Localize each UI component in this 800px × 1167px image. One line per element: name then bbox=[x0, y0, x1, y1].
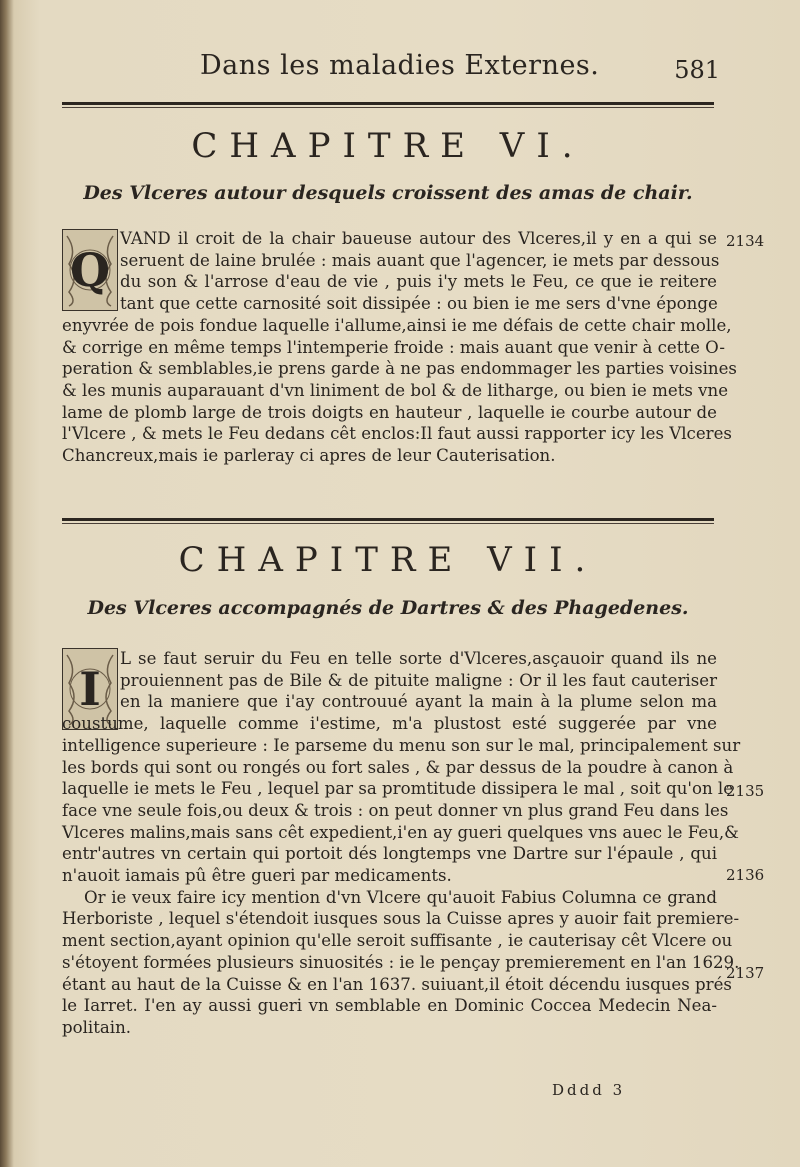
text-line: le Iarret. I'en ay aussi gueri vn semblable en Dominic Coccea Medecin Nea- bbox=[62, 996, 717, 1016]
dropcap-letter: Q bbox=[69, 243, 111, 297]
text-line: du son & l'arrose d'eau de vie , puis i'y mets le Feu, ce que ie reitere bbox=[120, 272, 717, 292]
margin-number: 2135 bbox=[726, 782, 765, 800]
text-line: & les munis auparauant d'vn liniment de bol & de litharge, ou bien ie mets vne bbox=[62, 380, 729, 400]
margin-number: 2137 bbox=[726, 964, 765, 982]
text-line: lame de plomb large de trois doigts en hauteur , laquelle ie courbe autour de bbox=[62, 402, 717, 422]
page-number: 581 bbox=[674, 56, 720, 84]
chapter-7-subtitle: Des Vlceres accompagnés de Dartres & des Phagedenes. bbox=[87, 597, 689, 619]
text-line: s'étoyent formées plusieurs sinuosités : ie le pençay premierement en l'an 1629. bbox=[62, 952, 740, 972]
running-title: Dans les maladies Externes. bbox=[200, 50, 600, 81]
margin-number: 2134 bbox=[726, 232, 765, 250]
margin-number: 2136 bbox=[726, 866, 765, 884]
chapter-6-text bbox=[62, 228, 737, 467]
text-line: peration & semblables,ie prens garde à ne pas endommager les parties voisines bbox=[62, 359, 737, 379]
text-line: Chancreux,mais ie parleray ci apres de leur Cauterisation. bbox=[62, 446, 556, 466]
text-line: face vne seule fois,ou deux & trois : on peut donner vn plus grand Feu dans les bbox=[62, 800, 729, 820]
text-line: VAND il croit de la chair baueuse autour des Vlceres,il y en a qui se bbox=[120, 229, 717, 248]
text-line: laquelle ie mets le Feu , lequel par sa promtitude dissipera le mal , soit qu'on le bbox=[62, 779, 734, 799]
text-line: seruent de laine brulée : mais auant que l'agencer, ie mets par dessous bbox=[120, 250, 720, 270]
text-line: coustume, laquelle comme i'estime, m'a plustost esté suggerée par vne bbox=[62, 714, 717, 734]
signature-mark: Dddd 3 bbox=[552, 1081, 626, 1099]
header-rule bbox=[62, 102, 714, 108]
dropcap-letter: I bbox=[79, 662, 101, 716]
text-line: étant au haut de la Cuisse & en l'an 1637. suiuant,il étoit décendu iusques prés bbox=[62, 974, 732, 994]
text-line: en la maniere que i'ay controuué ayant la main à la plume selon ma bbox=[120, 692, 717, 712]
text-line: prouiennent pas de Bile & de pituite maligne : Or il les faut cauteriser bbox=[120, 670, 717, 690]
text-line: entr'autres vn certain qui portoit dés longtemps vne Dartre sur l'épaule , qui bbox=[62, 844, 717, 864]
text-line: Or ie veux faire icy mention d'vn Vlcere qu'auoit Fabius Columna ce grand bbox=[84, 887, 717, 907]
chapter-7-text bbox=[62, 648, 741, 1039]
text-line: enyvrée de pois fondue laquelle i'allume,ainsi ie me défais de cette chair molle, bbox=[62, 315, 732, 335]
text-line: les bords qui sont ou rongés ou fort sales , & par dessus de la poudre à canon à bbox=[62, 757, 734, 777]
chapter-6-subtitle: Des Vlceres autour desquels croissent des amas de chair. bbox=[83, 182, 693, 204]
text-line: & corrige en même temps l'intemperie froide : mais auant que venir à cette O- bbox=[62, 337, 725, 357]
text-line: n'auoit iamais pû être gueri par medicaments. bbox=[62, 866, 452, 886]
text-line: politain. bbox=[62, 1017, 132, 1037]
text-line: intelligence superieure : Ie parseme du menu son sur le mal, principalement sur bbox=[62, 735, 741, 755]
text-line: L se faut seruir du Feu en telle sorte d'Vlceres,asçauoir quand ils ne bbox=[120, 649, 717, 668]
chapter-7-title: CHAPITRE VII. bbox=[178, 540, 598, 580]
section-rule bbox=[62, 518, 714, 524]
page-header bbox=[200, 48, 720, 88]
text-line: tant que cette carnosité soit dissipée : ou bien ie me sers d'vne éponge bbox=[120, 294, 718, 314]
text-line: Vlceres malins,mais sans cêt expedient,i'en ay gueri quelques vns auec le Feu,& bbox=[62, 822, 739, 842]
text-line: Herboriste , lequel s'étendoit iusques sous la Cuisse apres y auoir fait premiere- bbox=[62, 909, 740, 929]
chapter-6-title: CHAPITRE VI. bbox=[191, 126, 585, 166]
text-line: l'Vlcere , & mets le Feu dedans cêt enclos:Il faut aussi rapporter icy les Vlceres bbox=[62, 424, 732, 444]
text-line: ment section,ayant opinion qu'elle seroit suffisante , ie cauterisay cêt Vlcere ou bbox=[62, 931, 733, 951]
